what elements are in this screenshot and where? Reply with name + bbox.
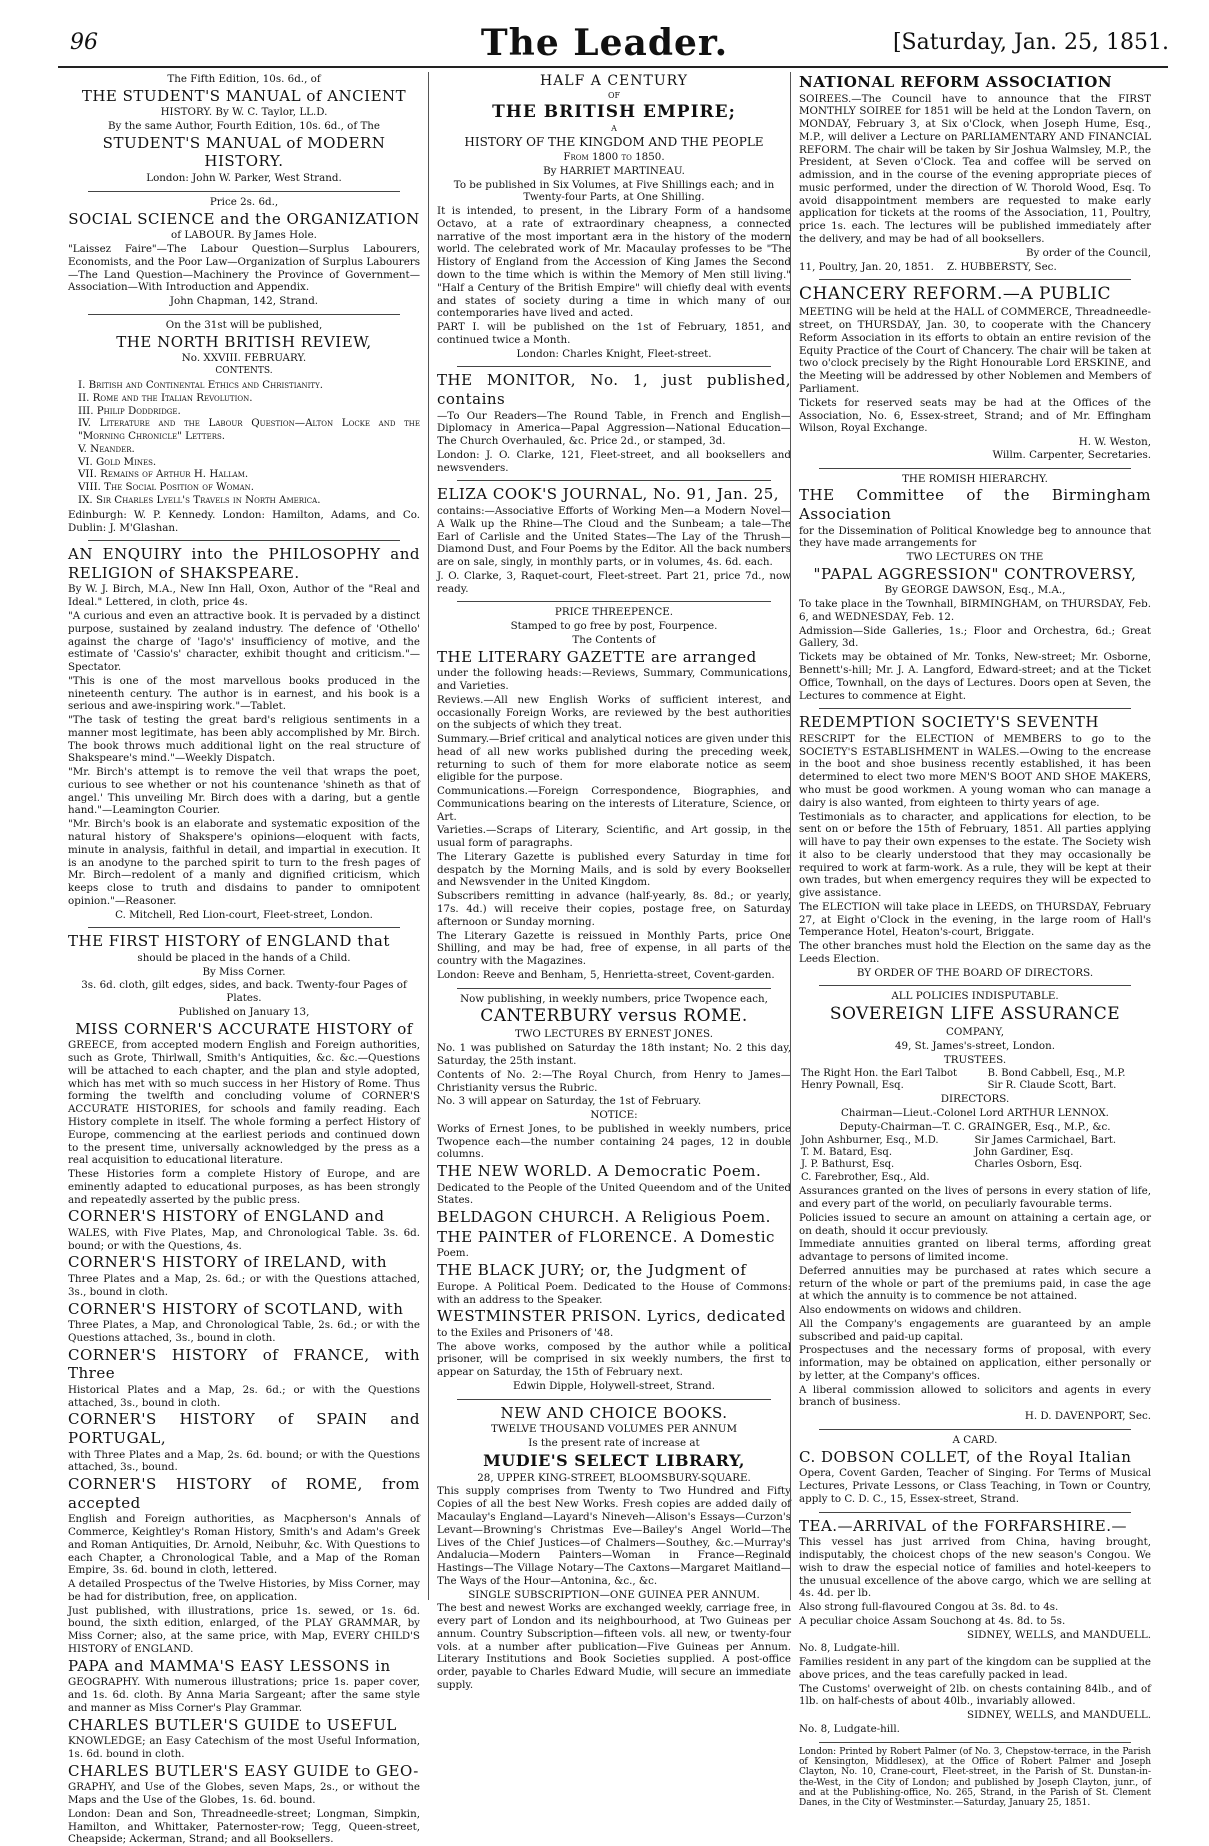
directors-table: John Ashburner, Esq., M.D. Sir James Carmichael, Bart. T. M. Batard, Esq. John Gardiner, Esq. J. P. Bathurst, Esq. Charles Osborn, Esq. C. Farebrother, Esq., Ald.	[801, 1134, 1117, 1183]
divider	[819, 468, 1131, 469]
divider	[819, 279, 1131, 280]
divider	[457, 1399, 771, 1400]
divider	[819, 1512, 1131, 1513]
issue-date: [Saturday, Jan. 25, 1851.	[892, 30, 1169, 55]
divider	[88, 191, 400, 192]
ad-chancery-reform: CHANCERY REFORM.—A PUBLIC MEETING will be held at the HALL of COMMERCE, Threadneedle-street, on THURSDAY, Jan. 30, to cooperate with the Chancery Reform Association in its efforts to obtain an entire revision of the Equity Practice of the Court of Chancery. The chair will be taken at two o'clock precisely by the Right Honourable Lord ERSKINE, and the Meeting will be addressed by other Noblemen and Members of Parliament. Tickets for reserved seats may be had at the Offices of the Association, No. 6, Essex-street, Strand; and of Mr. Effingham Wilson, Royal Exchange. H. W. Weston, Willm. Carpenter, Secretaries.	[799, 284, 1151, 461]
divider	[88, 540, 400, 541]
divider	[819, 1742, 1131, 1743]
ad-eliza-cook: ELIZA COOK'S JOURNAL, No. 91, Jan. 25, contains:—Associative Efforts of Working Men—a Modern Novel—A Walk up the Rhine—The Cloud and the Sunbeam; a tale—The Earl of Carlisle and the United States—The Lay of the Thrush—Diamond Dust, and Four Poems by the Editor. All the back numbers are on sale, singly, in monthly parts, or in volumes, 4s. 6d. each. J. O. Clarke, 3, Raquet-court, Fleet-street. Part 21, price 7d., now ready.	[437, 485, 791, 595]
newspaper-title: The Leader.	[480, 22, 729, 64]
divider	[819, 708, 1131, 709]
column-2	[428, 72, 791, 1691]
ad-romish-hierarchy: THE ROMISH HIERARCHY. THE Committee of the Birmingham Association for the Dissemination of Political Knowledge beg to announce that they have made arrangements for TWO LECTURES ON THE "PAPAL AGGRESSION" CONTROVERSY, By GEORGE DAWSON, Esq., M.A., To take place in the Townhall, BIRMINGHAM, on THURSDAY, Feb. 6, and WEDNESDAY, Feb. 12. Admission—Side Galleries, 1s.; Floor and Orchestra, 6d.; Great Gallery, 3d. Tickets may be obtained of Mr. Tonks, New-street; Mr. Osborne, Bennett's-hill; Mr. J. A. Langford, Edward-street; and at the Ticket Office, Townhall, on the days of Lectures. Doors open at Seven, the Lectures to commence at Eight.	[799, 472, 1151, 702]
ad-shakspeare-enquiry: AN ENQUIRY into the PHILOSOPHY and RELIGION of SHAKSPEARE. By W. J. Birch, M.A., New Inn Hall, Oxon, Author of the "Real and Ideal." Lettered, in cloth, price 4s. "A curious and even an attractive book. It is pervaded by a distinct purpose, sustained by zealand industry. The defence of 'Othello' against the charge of 'Iago's' insufficiency of motive, and the estimate of 'Cassio's' character, exhibit thought and criticism."—Spectator. "This is one of the most marvellous books produced in the nineteenth century. The author is in earnest, and his book is a serious and awe-inspiring work."—Tablet. "The task of testing the great bard's religious sentiments in a manner most legitimate, has been ably accomplished by Mr. Birch. The book throws much additional light on the real structure of Shakspeare's mind."—Weekly Dispatch. "Mr. Birch's attempt is to remove the veil that wraps the poet, curious to see whether or not his countenance 'shineth as that of angel.' This unveiling Mr. Birch does with a daring, but a gentle hand."—Leamington Courier. "Mr. Birch's book is an elaborate and systematic exposition of the natural history of Shakspere's opinions—eloquent with facts, minute in analysis, faithful in detail, and impartial in execution. It is an anodyne to the parched spirit to turn to the fresh pages of Mr. Birch—redolent of a manly and dignified criticism, which keeps close to truth and disdains to pander to omnipotent opinion."—Reasoner. C. Mitchell, Red Lion-court, Fleet-street, London.	[68, 545, 420, 921]
masthead-rule	[58, 66, 1168, 68]
ad-first-history: THE FIRST HISTORY of ENGLAND that should be placed in the hands of a Child. By Miss Corner. 3s. 6d. cloth, gilt edges, sides, and back. Twenty-four Pages of Plates. Published on January 13, MISS CORNER'S ACCURATE HISTORY of GREECE, from accepted modern English and Foreign authorities, such as Grote, Thirlwall, Smith's Antiquities, &c. &c.—Questions will be attached to each chapter, and the plan and style adopted, which has met with so much success in her History of Rome. Thus forming the twelfth and concluding volume of CORNER'S ACCURATE HISTORIES, for schools and family reading. Each History complete in itself. The whole forming a perfect History of Europe, commencing at the earliest periods and continued down to the present time, universally acknowledged by the press as a real acquisition to educational literature. These Histories form a complete History of Europe, and are eminently adapted to educational purposes, as has been strongly and repeatedly asserted by the public press. CORNER'S HISTORY of ENGLAND and WALES, with Five Plates, Map, and Chronological Table. 3s. 6d. bound; or with the Questions, 4s. CORNER'S HISTORY of IRELAND, with Three Plates and a Map, 2s. 6d.; or with the Questions attached, 3s., bound in cloth. CORNER'S HISTORY of SCOTLAND, with Three Plates, a Map, and Chronological Table, 2s. 6d.; or with the Questions attached, 3s., bound in cloth. CORNER'S HISTORY of FRANCE, with Three Historical Plates and a Map, 2s. 6d.; or with the Questions attached, 3s., bound in cloth. CORNER'S HISTORY of SPAIN and PORTUGAL, with Three Plates and a Map, 2s. 6d. bound; or with the Questions attached, 3s., bound. CORNER'S HISTORY of ROME, from accepted English and Foreign authorities, as Macpherson's Annals of Commerce, Keightley's Roman History, Smith's and Adam's Greek and Roman Antiquities, Dr. Arnold, Neibuhr, &c. With Questions to each Chapter, a Chronological Table, and a Map of the Roman Empire, 3s. 6d. bound in cloth, lettered. A detailed Prospectus of the Twelve Histories, by Miss Corner, may be had for distribution, free, on application. Just published, with illustrations, price 1s. sewed, or 1s. 6d. bound, the sixth edition, enlarged, of the PLAY GRAMMAR, by Miss Corner; also, at the same price, with Map, EVERY CHILD'S HISTORY of ENGLAND. PAPA and MAMMA'S EASY LESSONS in GEOGRAPHY. With numerous illustrations; price 1s. paper cover, and 1s. 6d. cloth. By Anna Maria Sargeant; after the same style and manner as Miss Corner's Play Grammar. CHARLES BUTLER'S GUIDE to USEFUL KNOWLEDGE; an Easy Catechism of the most Useful Information, 1s. 6d. bound in cloth. CHARLES BUTLER'S EASY GUIDE to GEO- GRAPHY, and Use of the Globes, seven Maps, 2s., or without the Maps and the Use of the Globes, 1s. 6d. bound. London: Dean and Son, Threadneedle-street; Longman, Simpkin, Hamilton, and Whittaker, Paternoster-row; Tegg, Queen-street, Cheapside; Ackerman, Strand; and all Booksellers.	[68, 932, 420, 1846]
divider	[819, 1429, 1131, 1430]
trustees-table: The Right Hon. the Earl Talbot B. Bond Cabbell, Esq., M.P. Henry Pownall, Esq. Sir R. Claude Scott, Bart.	[801, 1067, 1126, 1091]
ad-tea: TEA.—ARRIVAL of the FORFARSHIRE.— This vessel has just arrived from China, having brought, indisputably, the choicest chops of the new season's Congou. We wish to draw the especial notice of families and hotel-keepers to the unusual excellence of the above cargo, which we are selling at 4s. 4d. per lb. Also strong full-flavoured Congou at 3s. 8d. to 4s. A peculiar choice Assam Souchong at 4s. 8d. to 5s. SIDNEY, WELLS, and MANDUELL. No. 8, Ludgate-hill. Families resident in any part of the kingdom can be supplied at the above prices, and the teas carefully packed in lead. The Customs' overweight of 2lb. on chests containing 84lb., and of 1lb. on half-chests of about 40lb., invariably allowed. SIDNEY, WELLS, and MANDUELL. No. 8, Ludgate-hill.	[799, 1516, 1151, 1735]
ad-national-reform: NATIONAL REFORM ASSOCIATION SOIREES.—The Council have to announce that the FIRST MONTHLY SOIREE for 1851 will be held at the London Tavern, on MONDAY, February 3, at Six o'Clock, when Joseph Hume, Esq., M.P., will deliver a Lecture on PARLIAMENTARY AND FINANCIAL REFORM. The chair will be taken by Sir Joshua Walmsley, M.P., the President, at Seven o'Clock. Tea and coffee will be served on admission, and in the course of the evening appropriate pieces of music performed, under the direction of W. Thorold Wood, Esq. To avoid disappointment members are requested to make early application for tickets at the rooms of the Association, 11, Poultry, price 1s. each. The lectures will be published immediately after the delivery, and may be had of all booksellers. By order of the Council, 11, Poultry, Jan. 20, 1851. Z. HUBBERSTY, Sec.	[799, 73, 1151, 273]
divider	[819, 985, 1131, 986]
ad-canterbury: Now publishing, in weekly numbers, price Twopence each, CANTERBURY versus ROME. TWO LECTURES BY ERNEST JONES. No. 1 was published on Saturday the 18th instant; No. 2 this day, Saturday, the 25th instant. Contents of No. 2:—The Royal Church, from Henry to James—Christianity versus the Rubric. No. 3 will appear on Saturday, the 1st of February. NOTICE: Works of Ernest Jones, to be published in weekly numbers, price Twopence each—the number containing 24 pages, 12 in double columns. THE NEW WORLD. A Democratic Poem. Dedicated to the People of the United Queendom and of the United States. BELDAGON CHURCH. A Religious Poem. THE PAINTER of FLORENCE. A Domestic Poem. THE BLACK JURY; or, the Judgment of Europe. A Political Poem. Dedicated to the House of Commons: with an address to the Speaker. WESTMINSTER PRISON. Lyrics, dedicated to the Exiles and Prisoners of '48. The above works, composed by the author while a political prisoner, will be comprised in six weekly numbers, the first to appear on Saturday, the 15th of February next. Edwin Dipple, Holywell-street, Strand.	[437, 992, 791, 1392]
ad-literary-gazette: PRICE THREEPENCE. Stamped to go free by post, Fourpence. The Contents of THE LITERARY GAZETTE are arranged under the following heads:—Reviews, Summary, Communications, and Varieties. Reviews.—All new English Works of sufficient interest, and occasionally Foreign Works, are reviewed by the best authorities on the subjects of which they treat. Summary.—Brief critical and analytical notices are given under this head of all new works published during the preceding week, returning to such of them for more elaborate notice as seem eligible for the purpose. Communications.—Foreign Correspondence, Biographies, and Communications bearing on the interests of Literature, Science, or Art. Varieties.—Scraps of Literary, Scientific, and Art gossip, in the usual form of paragraphs. The Literary Gazette is published every Saturday in time for despatch by the Morning Mails, and is sold by every Bookseller and Newsvender in the United Kingdom. Subscribers remitting in advance (half-yearly, 8s. 8d.; or yearly, 17s. 4d.) will receive their copies, postage free, on Saturday afternoon or Sunday morning. The Literary Gazette is reissued in Monthly Parts, price One Shilling, and may be had, free of expense, in all parts of the country with the Magazines. London: Reeve and Benham, 5, Henrietta-street, Covent-garden.	[437, 606, 791, 981]
ad-monitor: THE MONITOR, No. 1, just published, contains —To Our Readers—The Round Table, in French and English—Diplomacy in America—Papal Aggression—National Education—The Church Overhauled, &c. Price 2d., or stamped, 3d. London: J. O. Clarke, 121, Fleet-street, and all booksellers and newsvenders.	[437, 371, 791, 474]
ad-half-century: HALF A CENTURY OF THE BRITISH EMPIRE; A HISTORY OF THE KINGDOM AND THE PEOPLE From 1800 to 1850. By HARRIET MARTINEAU. To be published in Six Volumes, at Five Shillings each; and in Twenty-four Parts, at One Shilling. It is intended, to present, in the Library Form of a handsome Octavo, at a rate of extraordinary cheapness, a connected narrative of the most important æra in the history of the modern world. The celebrated work of Mr. Macaulay professes to be "The History of England from the Accession of King James the Second down to the time which is within the Memory of Men still living." "Half a Century of the British Empire" will chiefly deal with events and states of society during a time in which many of our contemporaries have lived and acted. PART I. will be published on the 1st of February, 1851, and continued twice a Month. London: Charles Knight, Fleet-street.	[437, 73, 791, 360]
list-item: III. Philip Doddridge.	[78, 404, 181, 417]
ad-students-manual: The Fifth Edition, 10s. 6d., of THE STUDENT'S MANUAL of ANCIENT HISTORY. By W. C. Taylor, LL.D. By the same Author, Fourth Edition, 10s. 6d., of The STUDENT'S MANUAL of MODERN HISTORY. London: John W. Parker, West Strand.	[81, 73, 407, 185]
divider	[457, 480, 771, 481]
ad-sovereign-life: ALL POLICIES INDISPUTABLE. SOVEREIGN LIFE ASSURANCE COMPANY, 49, St. James's-street, London. TRUSTEES. The Right Hon. the Earl Talbot B. Bond Cabbell, Esq., M.P. Henry Pownall, Esq. Sir R. Claude Scott, Bart. DIRECTORS. Chairman—Lieut.-Colonel Lord ARTHUR LENNOX. Deputy-Chairman—T. C. GRAINGER, Esq., M.P., &c. John Ashburner, Esq., M.D. Sir James Carmichael, Bart. T. M. Batard, Esq. John Gardiner, Esq. J. P. Bathurst, Esq. Charles Osborn, Esq. C. Farebrother, Esq., Ald. Assurances granted on the lives of persons in every station of life, and every part of the world, on peculiarly favourable terms. Policies issued to secure an amount on attaining a certain age, or on death, should it occur previously. Immediate annuities granted on liberal terms, affording great advantage to persons of limited income. Deferred annuities may be purchased at rates which secure a return of the whole or part of the premiums paid, in case the age at which the annuity is to commence be not attained. Also endowments on widows and children. All the Company's engagements are guaranteed by an ample subscribed and paid-up capital. Prospectuses and the necessary forms of proposal, with every information, may be obtained on application, either personally or by letter, at the Company's offices. A liberal commission allowed to solicitors and agents in every branch of business. H. D. DAVENPORT, Sec.	[799, 990, 1151, 1423]
list-item: II. Rome and the Italian Revolution.	[78, 391, 253, 404]
page-number: 96	[70, 30, 98, 55]
masthead	[0, 0, 1209, 62]
ad-social-science: Price 2s. 6d., SOCIAL SCIENCE and the ORGANIZATION of LABOUR. By James Hole. "Laissez Faire"—The Labour Question—Surplus Labourers, Economists, and the Poor Law—Organization of Surplus Labourers—The Land Question—Machinery the Province of Government—Association—With Introduction and Appendix. John Chapman, 142, Strand.	[68, 195, 420, 308]
divider	[88, 314, 400, 315]
divider	[88, 927, 400, 928]
imprint: London: Printed by Robert Palmer (of No. 3, Chepstow-terrace, in the Parish of Kensington, Middlesex), at the Office of Robert Palmer and Joseph Clayton, No. 10, Crane-court, Fleet-street, in the Parish of St. Dunstan-in-the-West, in the City of London; and published by Joseph Clayton, junr., of and at the Publishing-office, No. 265, Strand, in the Parish of St. Clement Danes, in the City of Westminster.—Saturday, January 25, 1851.	[799, 1746, 1151, 1809]
ad-redemption-society: REDEMPTION SOCIETY'S SEVENTH RESCRIPT for the ELECTION of MEMBERS to go to the SOCIETY'S ESTABLISHMENT in WALES.—Owing to the encrease in the boot and shoe business recently established, it has been determined to elect two more MEN'S BOOT AND SHOE MAKERS, who must be good workmen. A young woman who can manage a dairy is also wanted, from eighteen to thirty years of age. Testimonials as to character, and applications for election, to be sent on or before the 15th of February, 1851. All parties applying will have to pay their own expenses to the estate. The Society wish it also to be clearly understood that they may occasionally be required to work at farm-work. As a rule, they will be kept at their own trades, but when emergency requires they will be expected to give assistance. The ELECTION will take place in LEEDS, on THURSDAY, February 27, at Eight o'Clock in the evening, in the large room of Hall's Temperance Hotel, Heaton's-court, Briggate. The other branches must hold the Election on the same day as the Leeds Election. BY ORDER OF THE BOARD OF DIRECTORS.	[799, 713, 1151, 979]
list-item: VII. Remains of Arthur H. Hallam.	[78, 468, 249, 481]
divider	[457, 366, 771, 367]
ad-north-british-review: On the 31st will be published, THE NORTH BRITISH REVIEW, No. XXVIII. FEBRUARY. CONTENTS. I. British and Continental Ethics and Christianity. II. Rome and the Italian Revolution. III. Philip Doddridge. IV. Literature and the Labour Question—Alton Locke and the "Morning Chronicle" Letters. V. Neander. VI. Gold Mines. VII. Remains of Arthur H. Hallam. VIII. The Social Position of Woman. IX. Sir Charles Lyell's Travels in North America. Edinburgh: W. P. Kennedy. London: Hamilton, Adams, and Co. Dublin: J. M'Glashan.	[68, 318, 420, 534]
divider	[457, 988, 771, 989]
list-item: IV. Literature and the Labour Question—Alton Locke and the "Morning Chronicle" Letters.	[78, 417, 420, 443]
list-item: VI. Gold Mines.	[78, 455, 157, 468]
column-3	[790, 72, 1151, 1809]
ad-card: A CARD. C. DOBSON COLLET, of the Royal Italian Opera, Covent Garden, Teacher of Singing. For Terms of Musical Lectures, Private Lessons, or Class Teaching, in Town or Country, apply to C. D. C., 15, Essex-street, Strand.	[799, 1434, 1151, 1505]
list-item: VIII. The Social Position of Woman.	[78, 481, 255, 494]
divider	[457, 601, 771, 602]
ad-mudie-library: NEW AND CHOICE BOOKS. TWELVE THOUSAND VOLUMES PER ANNUM Is the present rate of increase at MUDIE'S SELECT LIBRARY, 28, UPPER KING-STREET, BLOOMSBURY-SQUARE. This supply comprises from Twenty to Two Hundred and Fifty Copies of all the best New Works. Fresh copies are added daily of Macaulay's England—Layard's Nineveh—Alison's Essays—Curzon's Levant—Browning's Christmas Eve—Bailey's Angel World—The Lives of the Chief Justices—of Chalmers—Southey, &c.—Murray's Andalucia—Modern Painters—Woman in France—Reginald Hastings—The Village Notary—The Caxtons—Margaret Maitland—The Ways of the Hour—Antonina, &c., &c. SINGLE SUBSCRIPTION—ONE GUINEA PER ANNUM. The best and newest Works are exchanged weekly, carriage free, in every part of London and its neighbourhood, at Two Guineas per annum. Country Subscription—fifteen vols. all new, or twenty-four vols. at a number after publication—Five Guineas per Annum. Literary Institutions and Book Societies supplied. A post-office order, payable to Charles Edward Mudie, will secure an immediate supply.	[437, 1403, 791, 1691]
column-1	[68, 72, 420, 1846]
list-item: V. Neander.	[78, 442, 135, 455]
list-item: IX. Sir Charles Lyell's Travels in North America.	[78, 493, 321, 506]
list-item: I. British and Continental Ethics and Christianity.	[78, 379, 323, 392]
